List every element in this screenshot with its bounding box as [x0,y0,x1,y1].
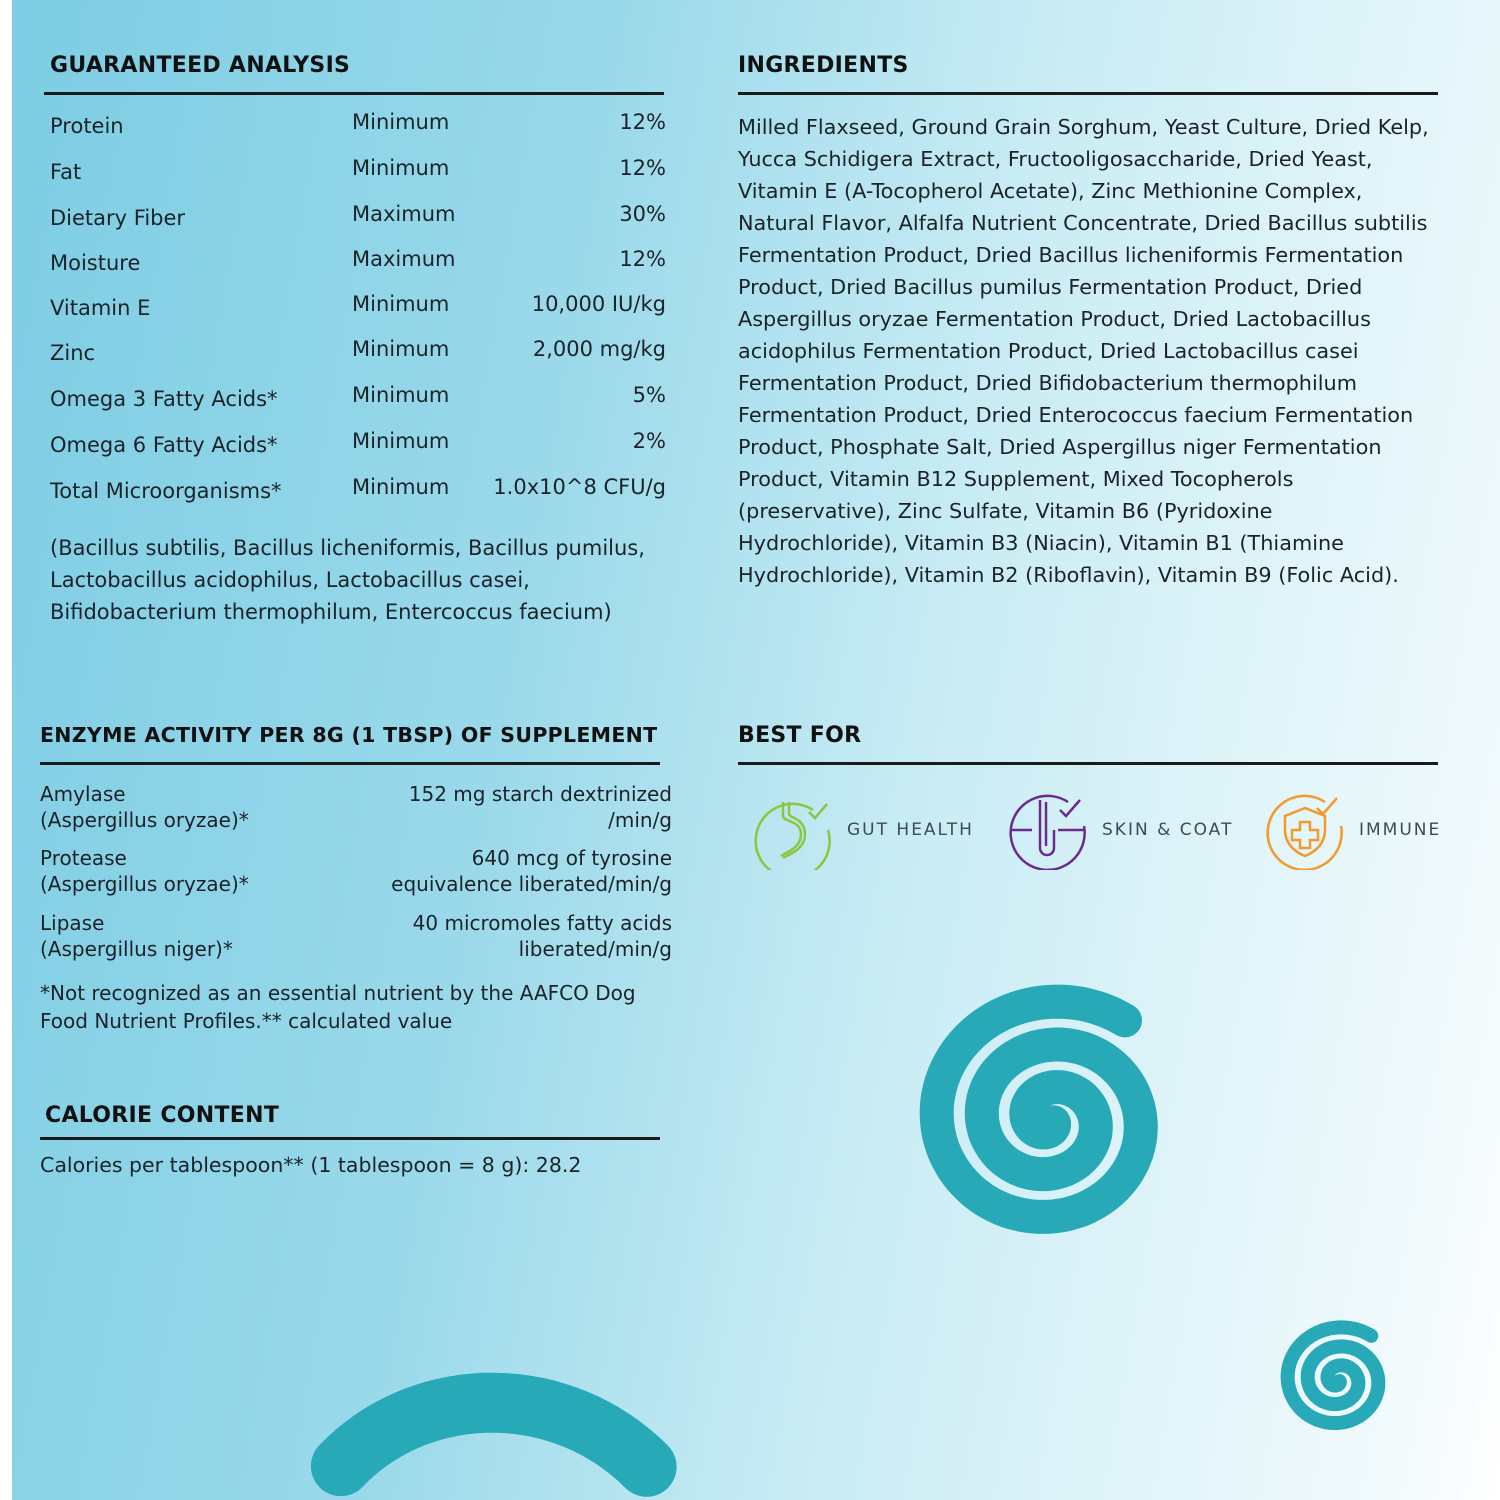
nutrient-value: 1.0x10^8 CFU/g [493,475,666,499]
divider [738,92,1438,95]
nutrient-qualifier: Minimum [352,156,450,180]
nutrient-qualifier: Maximum [352,202,456,226]
divider [44,92,664,95]
enzyme-activity-title: ENZYME ACTIVITY PER 8G (1 TBSP) OF SUPPLEMENT [40,723,658,747]
spiral-stroke [1288,1327,1379,1423]
shield-cross-check-icon [1265,790,1345,870]
spiral-stroke [937,1002,1141,1217]
analysis-row [50,156,666,186]
spiral-stroke [341,1403,647,1467]
organisms-note: (Bacillus subtilis, Bacillus licheniformis, Bacillus pumilus, Lactobacillus acidophilus, Lactobacillus casei, Bifidobacterium thermophilum, Entercoccus faecium) [50,536,645,624]
calorie-text: Calories per tablespoon** (1 tablespoon = 8 g): 28.2 [40,1153,582,1177]
nutrient-qualifier: Minimum [352,337,450,361]
nutrient-qualifier: Minimum [352,429,450,453]
footnote: *Not recognized as an essential nutrient by the AAFCO Dog Food Nutrient Profiles.** calculated value [40,981,636,1033]
nutrient-name: Fat [50,160,82,184]
analysis-row [50,110,666,140]
enzyme-source: (Aspergillus oryzae)* [40,872,249,896]
nutrient-name: Protein [50,114,124,138]
enzyme-value-unit: equivalence liberated/min/g [391,872,672,896]
nutrient-qualifier: Maximum [352,247,456,271]
nutrient-value: 10,000 IU/kg [531,292,666,316]
enzyme-value: 152 mg starch dextrinized [408,782,672,806]
analysis-row [50,202,666,232]
analysis-row [50,383,666,413]
nutrient-name: Moisture [50,251,141,275]
nutrient-name: Total Microorganisms* [50,479,282,503]
nutrient-qualifier: Minimum [352,383,450,407]
nutrient-value: 12% [619,110,666,134]
best-for-skin-coat [1008,790,1233,870]
nutrient-name: Dietary Fiber [50,206,186,230]
ingredients-text: Milled Flaxseed, Ground Grain Sorghum, Yeast Culture, Dried Kelp, Yucca Schidigera Extract, Fructooligosaccharide, Dried Yeast, Vitamin E (A-Tocopherol Acetate), Zinc Methionine Complex, Natural Flavor, Alfalfa Nutrient Concentrate, Dried Bacillus subtilis Fermentation Product, Dried Bacillus licheniformis Fermentation Product, Dried Bacillus pumilus Fermentation Product, Dried Aspergillus oryzae Fermentation Product, Dried Lactobacillus acidophilus Fermentation Product, Dried Lactobacillus casei Fermentation Product, Dried Bifidobacterium thermophilum Fermentation Product, Dried Enterococcus faecium Fermentation Product, Phosphate Salt, Dried Aspergillus niger Fermentation Product, Vitamin B12 Supplement, Mixed Tocopherols (preservative), Zinc Sulfate, Vitamin B6 (Pyridoxine Hydrochloride), Vitamin B3 (Niacin), Vitamin B1 (Thiamine Hydrochloride), Vitamin B2 (Riboflavin), Vitamin B9 (Folic Acid). [738,115,1429,587]
divider [40,762,660,765]
analysis-row [50,475,666,505]
enzyme-name: Amylase [40,782,126,806]
nutrient-name: Vitamin E [50,296,151,320]
enzyme-value: 640 mcg of tyrosine [471,846,672,870]
best-for-label: SKIN & COAT [1102,820,1234,840]
nutrient-value: 5% [632,383,666,407]
enzyme-source: (Aspergillus niger)* [40,937,233,961]
analysis-row [50,292,666,322]
best-for-title: BEST FOR [738,723,862,748]
analysis-row [50,429,666,459]
spiral-decoration-bottom [200,1270,760,1500]
nutrient-value: 2% [632,429,666,453]
divider [738,762,1438,765]
best-for-label: IMMUNE [1359,820,1442,840]
nutrient-value: 2,000 mg/kg [532,337,666,361]
nutrient-value: 12% [619,156,666,180]
hair-follicle-check-icon [1008,790,1088,870]
nutrient-name: Omega 6 Fatty Acids* [50,433,278,457]
nutrient-value: 30% [619,202,666,226]
nutrient-qualifier: Minimum [352,475,450,499]
nutrient-value: 12% [619,247,666,271]
spiral-logo-small [1270,1315,1410,1445]
nutrient-name: Zinc [50,341,96,365]
spiral-decoration-large [870,960,1230,1280]
guaranteed-analysis-title: GUARANTEED ANALYSIS [50,53,351,78]
enzyme-source: (Aspergillus oryzae)* [40,808,249,832]
enzyme-name: Protease [40,846,127,870]
best-for-label: GUT HEALTH [847,820,974,840]
analysis-row [50,247,666,277]
analysis-row [50,337,666,367]
best-for-gut-health [753,790,974,870]
best-for-immune [1265,790,1441,870]
stomach-check-icon [753,790,833,870]
enzyme-value-unit: /min/g [608,808,672,832]
enzyme-name: Lipase [40,911,105,935]
enzyme-value-unit: liberated/min/g [518,937,672,961]
calorie-content-title: CALORIE CONTENT [45,1103,280,1128]
enzyme-value: 40 micromoles fatty acids [412,911,672,935]
ingredients-title: INGREDIENTS [738,53,909,78]
nutrient-name: Omega 3 Fatty Acids* [50,387,278,411]
nutrient-qualifier: Minimum [352,110,450,134]
nutrient-qualifier: Minimum [352,292,450,316]
divider [40,1137,660,1140]
